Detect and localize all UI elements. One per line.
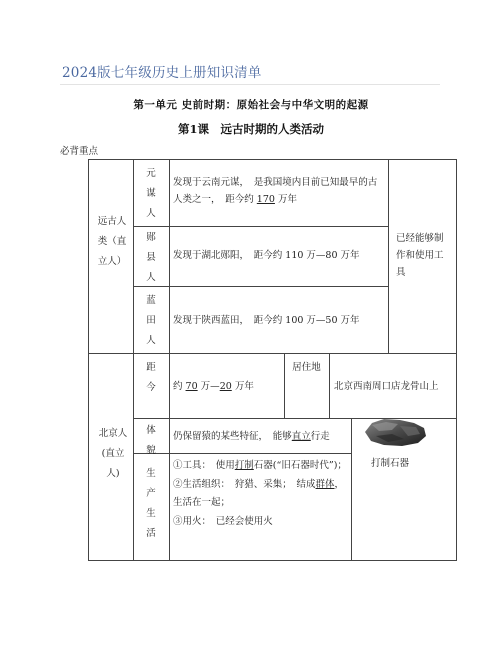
table-line (133, 453, 351, 454)
group-label-ancient-humans: 远古人类（直立人） (97, 216, 127, 267)
body-label: 体貌 (146, 425, 156, 456)
row-desc-yuanmou: 发现于云南元谋， 是我国境内目前已知最早的古人类之一， 距今约 170 万年 (173, 177, 378, 205)
group-label-peking-man: 北京人(直立人) (98, 428, 128, 479)
life-label: 生产生活 (146, 468, 156, 539)
unit-heading: 第一单元 史前时期：原始社会与中华文明的起源 (133, 99, 369, 111)
title-divider (60, 84, 440, 85)
row-label-yuanmou: 元谋人 (146, 168, 156, 219)
lesson-heading: 第1课 远古时期的人类活动 (177, 122, 324, 136)
time-value: 约 70 万—20 万年 (173, 381, 254, 392)
table-line (169, 160, 170, 561)
body-value: 仍保留猿的某些特征， 能够直立行走 (173, 431, 330, 442)
row-label-lantian: 蓝田人 (146, 295, 156, 346)
table-line (133, 286, 388, 287)
stone-tool-caption: 打制石器 (371, 458, 410, 469)
table-line (388, 160, 389, 353)
document-title: 2024版七年级历史上册知识清单 (62, 65, 262, 81)
row-desc-lantian: 发现于陕西蓝田， 距今约 100 万—50 万年 (173, 315, 360, 326)
section-label: 必背重点 (60, 146, 99, 157)
table-line (284, 353, 285, 418)
life-value: ①工具： 使用打制石器(“旧石器时代”)； ②生活组织： 狩猎、采集； 结成群体， 生活在一起； ③用火： 已经会使用火 (173, 460, 349, 527)
table-line (351, 418, 352, 561)
tool-note: 已经能够制作和使用工具 (396, 233, 444, 278)
table-line (329, 353, 330, 418)
table-line (89, 353, 457, 354)
home-value: 北京西南周口店龙骨山上 (334, 381, 439, 392)
table-line (133, 226, 388, 227)
knowledge-table (88, 159, 457, 561)
time-label: 距今 (146, 362, 156, 393)
row-label-yunxian: 郧县人 (146, 232, 156, 283)
home-label: 居住地 (292, 362, 321, 373)
stone-tool-image (362, 417, 428, 447)
table-line (133, 160, 134, 561)
row-desc-yunxian: 发现于湖北郧阳， 距今约 110 万—80 万年 (173, 250, 360, 261)
